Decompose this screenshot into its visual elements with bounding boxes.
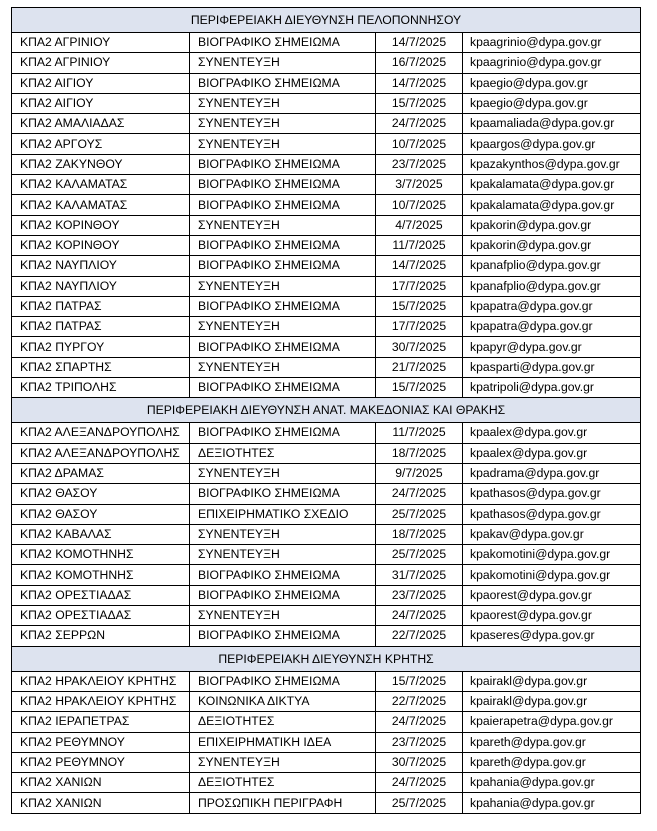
email-cell: kpareth@dypa.gov.gr: [463, 752, 641, 772]
schedule-table-container: [11, 7, 640, 814]
office-cell: ΚΠΑ2 ΚΑΒΑΛΑΣ: [12, 524, 190, 544]
office-cell: ΚΠΑ2 ΚΑΛΑΜΑΤΑΣ: [12, 195, 190, 215]
table-row: [12, 256, 641, 276]
topic-cell: ΒΙΟΓΡΑΦΙΚΟ ΣΗΜΕΙΩΜΑ: [190, 378, 376, 398]
region-header-row: [12, 8, 641, 33]
table-row: [12, 337, 641, 357]
table-row: [12, 93, 641, 113]
topic-cell: ΔΕΞΙΟΤΗΤΕΣ: [190, 773, 376, 793]
topic-cell: ΒΙΟΓΡΑΦΙΚΟ ΣΗΜΕΙΩΜΑ: [190, 154, 376, 174]
topic-cell: ΣΥΝΕΝΤΕΥΞΗ: [190, 317, 376, 337]
topic-cell: ΣΥΝΕΝΤΕΥΞΗ: [190, 752, 376, 772]
office-cell: ΚΠΑ2 ΠΥΡΓΟΥ: [12, 337, 190, 357]
email-cell: kpakalamata@dypa.gov.gr: [463, 175, 641, 195]
table-row: [12, 195, 641, 215]
table-row: [12, 443, 641, 463]
date-cell: 30/7/2025: [376, 752, 463, 772]
date-cell: 18/7/2025: [376, 443, 463, 463]
office-cell: ΚΠΑ2 ΘΑΣΟΥ: [12, 484, 190, 504]
office-cell: ΚΠΑ2 ΚΟΜΟΤΗΝΗΣ: [12, 565, 190, 585]
office-cell: ΚΠΑ2 ΑΓΡΙΝΙΟΥ: [12, 53, 190, 73]
email-cell: kpadrama@dypa.gov.gr: [463, 463, 641, 483]
table-row: [12, 154, 641, 174]
email-cell: kpakalamata@dypa.gov.gr: [463, 195, 641, 215]
email-cell: kpasparti@dypa.gov.gr: [463, 357, 641, 377]
topic-cell: ΣΥΝΕΝΤΕΥΞΗ: [190, 276, 376, 296]
email-cell: kpaalex@dypa.gov.gr: [463, 443, 641, 463]
topic-cell: ΔΕΞΙΟΤΗΤΕΣ: [190, 443, 376, 463]
date-cell: 18/7/2025: [376, 524, 463, 544]
topic-cell: ΣΥΝΕΝΤΕΥΞΗ: [190, 524, 376, 544]
date-cell: 10/7/2025: [376, 134, 463, 154]
topic-cell: ΒΙΟΓΡΑΦΙΚΟ ΣΗΜΕΙΩΜΑ: [190, 565, 376, 585]
table-row: [12, 671, 641, 691]
email-cell: kpakav@dypa.gov.gr: [463, 524, 641, 544]
region-header-row: [12, 398, 641, 423]
table-row: [12, 276, 641, 296]
table-row: [12, 793, 641, 813]
email-cell: kpairakl@dypa.gov.gr: [463, 671, 641, 691]
email-cell: kpanafplio@dypa.gov.gr: [463, 276, 641, 296]
topic-cell: ΒΙΟΓΡΑΦΙΚΟ ΣΗΜΕΙΩΜΑ: [190, 256, 376, 276]
topic-cell: ΒΙΟΓΡΑΦΙΚΟ ΣΗΜΕΙΩΜΑ: [190, 671, 376, 691]
table-row: [12, 235, 641, 255]
table-row: [12, 423, 641, 443]
date-cell: 31/7/2025: [376, 565, 463, 585]
date-cell: 14/7/2025: [376, 33, 463, 53]
table-row: [12, 732, 641, 752]
date-cell: 10/7/2025: [376, 195, 463, 215]
topic-cell: ΣΥΝΕΝΤΕΥΞΗ: [190, 357, 376, 377]
table-row: [12, 504, 641, 524]
office-cell: ΚΠΑ2 ΗΡΑΚΛΕΙΟΥ ΚΡΗΤΗΣ: [12, 691, 190, 711]
office-cell: ΚΠΑ2 ΝΑΥΠΛΙΟΥ: [12, 256, 190, 276]
table-row: [12, 585, 641, 605]
topic-cell: ΣΥΝΕΝΤΕΥΞΗ: [190, 53, 376, 73]
table-row: [12, 73, 641, 93]
email-cell: kpakomotini@dypa.gov.gr: [463, 565, 641, 585]
topic-cell: ΕΠΙΧΕΙΡΗΜΑΤΙΚΗ ΙΔΕΑ: [190, 732, 376, 752]
date-cell: 4/7/2025: [376, 215, 463, 235]
date-cell: 25/7/2025: [376, 504, 463, 524]
date-cell: 24/7/2025: [376, 712, 463, 732]
date-cell: 11/7/2025: [376, 235, 463, 255]
date-cell: 15/7/2025: [376, 296, 463, 316]
topic-cell: ΔΕΞΙΟΤΗΤΕΣ: [190, 712, 376, 732]
table-row: [12, 463, 641, 483]
date-cell: 23/7/2025: [376, 154, 463, 174]
email-cell: kpakorin@dypa.gov.gr: [463, 235, 641, 255]
office-cell: ΚΠΑ2 ΣΠΑΡΤΗΣ: [12, 357, 190, 377]
date-cell: 24/7/2025: [376, 773, 463, 793]
topic-cell: ΣΥΝΕΝΤΕΥΞΗ: [190, 114, 376, 134]
table-row: [12, 752, 641, 772]
email-cell: kpaseres@dypa.gov.gr: [463, 626, 641, 646]
email-cell: kpaagrinio@dypa.gov.gr: [463, 53, 641, 73]
table-row: [12, 378, 641, 398]
date-cell: 24/7/2025: [376, 114, 463, 134]
date-cell: 23/7/2025: [376, 732, 463, 752]
office-cell: ΚΠΑ2 ΑΛΕΞΑΝΔΡΟΥΠΟΛΗΣ: [12, 423, 190, 443]
email-cell: kpaorest@dypa.gov.gr: [463, 606, 641, 626]
office-cell: ΚΠΑ2 ΖΑΚΥΝΘΟΥ: [12, 154, 190, 174]
table-row: [12, 296, 641, 316]
topic-cell: ΒΙΟΓΡΑΦΙΚΟ ΣΗΜΕΙΩΜΑ: [190, 175, 376, 195]
date-cell: 16/7/2025: [376, 53, 463, 73]
date-cell: 15/7/2025: [376, 671, 463, 691]
email-cell: kpaierapetra@dypa.gov.gr: [463, 712, 641, 732]
table-row: [12, 134, 641, 154]
date-cell: 17/7/2025: [376, 276, 463, 296]
date-cell: 22/7/2025: [376, 626, 463, 646]
email-cell: kpairakl@dypa.gov.gr: [463, 691, 641, 711]
table-row: [12, 626, 641, 646]
topic-cell: ΕΠΙΧΕΙΡΗΜΑΤΙΚΟ ΣΧΕΔΙΟ: [190, 504, 376, 524]
topic-cell: ΒΙΟΓΡΑΦΙΚΟ ΣΗΜΕΙΩΜΑ: [190, 337, 376, 357]
topic-cell: ΒΙΟΓΡΑΦΙΚΟ ΣΗΜΕΙΩΜΑ: [190, 484, 376, 504]
email-cell: kpathasos@dypa.gov.gr: [463, 484, 641, 504]
date-cell: 14/7/2025: [376, 256, 463, 276]
office-cell: ΚΠΑ2 ΝΑΥΠΛΙΟΥ: [12, 276, 190, 296]
email-cell: kpazakynthos@dypa.gov.gr: [463, 154, 641, 174]
table-row: [12, 53, 641, 73]
office-cell: ΚΠΑ2 ΑΙΓΙΟΥ: [12, 73, 190, 93]
office-cell: ΚΠΑ2 ΑΡΓΟΥΣ: [12, 134, 190, 154]
email-cell: kpanafplio@dypa.gov.gr: [463, 256, 641, 276]
office-cell: ΚΠΑ2 ΑΙΓΙΟΥ: [12, 93, 190, 113]
email-cell: kpakomotini@dypa.gov.gr: [463, 545, 641, 565]
office-cell: ΚΠΑ2 ΡΕΘΥΜΝΟΥ: [12, 752, 190, 772]
table-row: [12, 484, 641, 504]
office-cell: ΚΠΑ2 ΟΡΕΣΤΙΑΔΑΣ: [12, 585, 190, 605]
topic-cell: ΒΙΟΓΡΑΦΙΚΟ ΣΗΜΕΙΩΜΑ: [190, 195, 376, 215]
topic-cell: ΠΡΟΣΩΠΙΚΗ ΠΕΡΙΓΡΑΦΗ: [190, 793, 376, 813]
date-cell: 9/7/2025: [376, 463, 463, 483]
region-title: ΠΕΡΙΦΕΡΕΙΑΚΗ ΔΙΕΥΘΥΝΣΗ ΚΡΗΤΗΣ: [12, 646, 641, 671]
office-cell: ΚΠΑ2 ΘΑΣΟΥ: [12, 504, 190, 524]
table-row: [12, 545, 641, 565]
office-cell: ΚΠΑ2 ΙΕΡΑΠΕΤΡΑΣ: [12, 712, 190, 732]
date-cell: 3/7/2025: [376, 175, 463, 195]
office-cell: ΚΠΑ2 ΚΟΡΙΝΘΟΥ: [12, 235, 190, 255]
topic-cell: ΣΥΝΕΝΤΕΥΞΗ: [190, 545, 376, 565]
office-cell: ΚΠΑ2 ΗΡΑΚΛΕΙΟΥ ΚΡΗΤΗΣ: [12, 671, 190, 691]
date-cell: 15/7/2025: [376, 378, 463, 398]
region-title: ΠΕΡΙΦΕΡΕΙΑΚΗ ΔΙΕΥΘΥΝΣΗ ΠΕΛΟΠΟΝΝΗΣΟΥ: [12, 8, 641, 33]
office-cell: ΚΠΑ2 ΚΟΡΙΝΘΟΥ: [12, 215, 190, 235]
email-cell: kpahania@dypa.gov.gr: [463, 773, 641, 793]
email-cell: kpapatra@dypa.gov.gr: [463, 296, 641, 316]
email-cell: kpaamaliada@dypa.gov.gr: [463, 114, 641, 134]
table-row: [12, 712, 641, 732]
table-row: [12, 357, 641, 377]
table-row: [12, 565, 641, 585]
table-row: [12, 215, 641, 235]
email-cell: kpapyr@dypa.gov.gr: [463, 337, 641, 357]
topic-cell: ΣΥΝΕΝΤΕΥΞΗ: [190, 215, 376, 235]
table-row: [12, 33, 641, 53]
table-row: [12, 524, 641, 544]
email-cell: kpatripoli@dypa.gov.gr: [463, 378, 641, 398]
topic-cell: ΒΙΟΓΡΑΦΙΚΟ ΣΗΜΕΙΩΜΑ: [190, 423, 376, 443]
office-cell: ΚΠΑ2 ΡΕΘΥΜΝΟΥ: [12, 732, 190, 752]
office-cell: ΚΠΑ2 ΑΓΡΙΝΙΟΥ: [12, 33, 190, 53]
date-cell: 25/7/2025: [376, 793, 463, 813]
date-cell: 24/7/2025: [376, 484, 463, 504]
email-cell: kpapatra@dypa.gov.gr: [463, 317, 641, 337]
office-cell: ΚΠΑ2 ΑΛΕΞΑΝΔΡΟΥΠΟΛΗΣ: [12, 443, 190, 463]
date-cell: 14/7/2025: [376, 73, 463, 93]
email-cell: kpaalex@dypa.gov.gr: [463, 423, 641, 443]
office-cell: ΚΠΑ2 ΧΑΝΙΩΝ: [12, 773, 190, 793]
email-cell: kpaegio@dypa.gov.gr: [463, 73, 641, 93]
date-cell: 11/7/2025: [376, 423, 463, 443]
date-cell: 23/7/2025: [376, 585, 463, 605]
date-cell: 22/7/2025: [376, 691, 463, 711]
office-cell: ΚΠΑ2 ΑΜΑΛΙΑΔΑΣ: [12, 114, 190, 134]
region-header-row: [12, 646, 641, 671]
office-cell: ΚΠΑ2 ΤΡΙΠΟΛΗΣ: [12, 378, 190, 398]
topic-cell: ΒΙΟΓΡΑΦΙΚΟ ΣΗΜΕΙΩΜΑ: [190, 235, 376, 255]
table-row: [12, 606, 641, 626]
email-cell: kpaorest@dypa.gov.gr: [463, 585, 641, 605]
schedule-table-body: [12, 8, 641, 814]
topic-cell: ΒΙΟΓΡΑΦΙΚΟ ΣΗΜΕΙΩΜΑ: [190, 296, 376, 316]
email-cell: kpaagrinio@dypa.gov.gr: [463, 33, 641, 53]
topic-cell: ΒΙΟΓΡΑΦΙΚΟ ΣΗΜΕΙΩΜΑ: [190, 73, 376, 93]
email-cell: kpaegio@dypa.gov.gr: [463, 93, 641, 113]
topic-cell: ΣΥΝΕΝΤΕΥΞΗ: [190, 93, 376, 113]
topic-cell: ΒΙΟΓΡΑΦΙΚΟ ΣΗΜΕΙΩΜΑ: [190, 585, 376, 605]
office-cell: ΚΠΑ2 ΧΑΝΙΩΝ: [12, 793, 190, 813]
office-cell: ΚΠΑ2 ΠΑΤΡΑΣ: [12, 296, 190, 316]
date-cell: 15/7/2025: [376, 93, 463, 113]
topic-cell: ΣΥΝΕΝΤΕΥΞΗ: [190, 463, 376, 483]
topic-cell: ΚΟΙΝΩΝΙΚΑ ΔΙΚΤΥΑ: [190, 691, 376, 711]
table-row: [12, 773, 641, 793]
region-title: ΠΕΡΙΦΕΡΕΙΑΚΗ ΔΙΕΥΘΥΝΣΗ ΑΝΑΤ. ΜΑΚΕΔΟΝΙΑΣ ΚΑΙ ΘΡΑΚΗΣ: [12, 398, 641, 423]
email-cell: kpaargos@dypa.gov.gr: [463, 134, 641, 154]
office-cell: ΚΠΑ2 ΟΡΕΣΤΙΑΔΑΣ: [12, 606, 190, 626]
topic-cell: ΣΥΝΕΝΤΕΥΞΗ: [190, 134, 376, 154]
date-cell: 17/7/2025: [376, 317, 463, 337]
topic-cell: ΒΙΟΓΡΑΦΙΚΟ ΣΗΜΕΙΩΜΑ: [190, 33, 376, 53]
table-row: [12, 691, 641, 711]
email-cell: kpakorin@dypa.gov.gr: [463, 215, 641, 235]
topic-cell: ΣΥΝΕΝΤΕΥΞΗ: [190, 606, 376, 626]
email-cell: kpahania@dypa.gov.gr: [463, 793, 641, 813]
date-cell: 24/7/2025: [376, 606, 463, 626]
date-cell: 25/7/2025: [376, 545, 463, 565]
topic-cell: ΒΙΟΓΡΑΦΙΚΟ ΣΗΜΕΙΩΜΑ: [190, 626, 376, 646]
office-cell: ΚΠΑ2 ΚΑΛΑΜΑΤΑΣ: [12, 175, 190, 195]
table-row: [12, 114, 641, 134]
date-cell: 30/7/2025: [376, 337, 463, 357]
schedule-table: [11, 7, 641, 814]
table-row: [12, 175, 641, 195]
office-cell: ΚΠΑ2 ΚΟΜΟΤΗΝΗΣ: [12, 545, 190, 565]
email-cell: kpareth@dypa.gov.gr: [463, 732, 641, 752]
date-cell: 21/7/2025: [376, 357, 463, 377]
office-cell: ΚΠΑ2 ΔΡΑΜΑΣ: [12, 463, 190, 483]
office-cell: ΚΠΑ2 ΠΑΤΡΑΣ: [12, 317, 190, 337]
table-row: [12, 317, 641, 337]
office-cell: ΚΠΑ2 ΣΕΡΡΩΝ: [12, 626, 190, 646]
email-cell: kpathasos@dypa.gov.gr: [463, 504, 641, 524]
